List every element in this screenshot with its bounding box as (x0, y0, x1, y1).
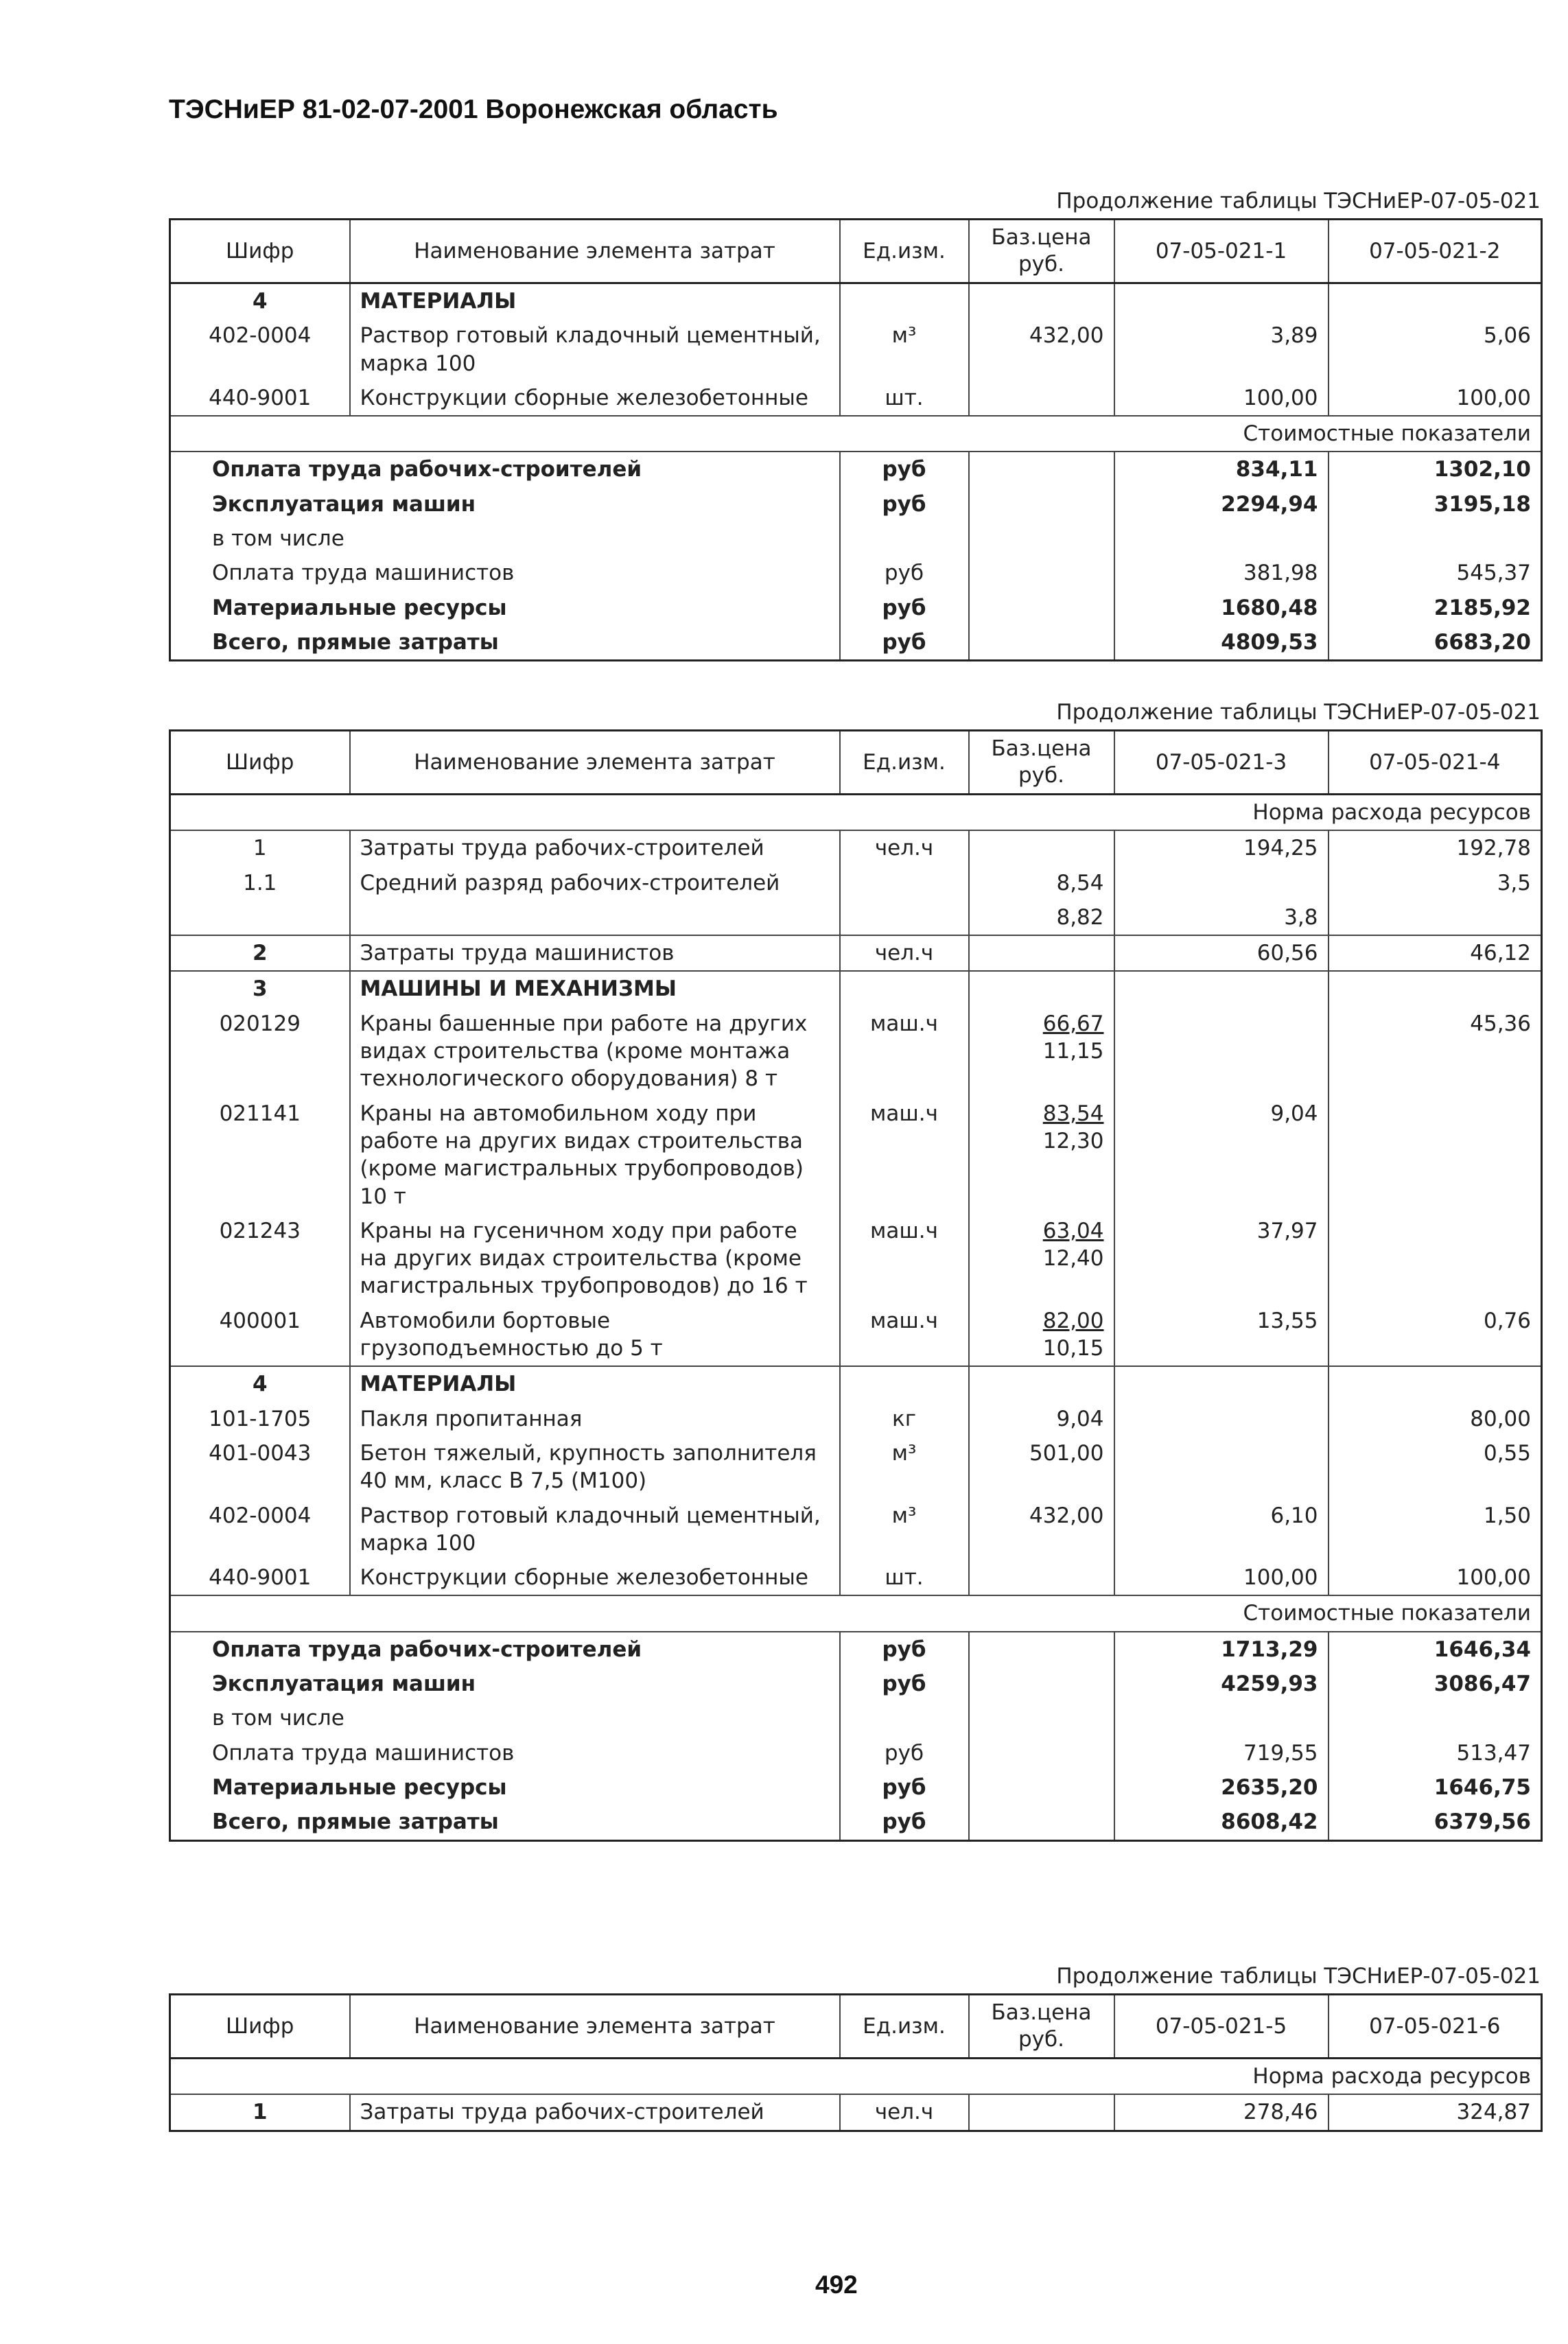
cost-band-label: Стоимостные показатели (170, 416, 1542, 452)
summary-value-b: 1302,10 (1329, 452, 1542, 487)
row-code: 402-0004 (209, 323, 312, 349)
row-price (969, 1560, 1114, 1595)
row-price-bottom: 12,30 (1042, 1128, 1104, 1153)
row-price: 501,00 (969, 1436, 1114, 1499)
summary-name: Материальные ресурсы (212, 595, 507, 620)
table-row (170, 830, 1542, 865)
summary-row (170, 452, 1542, 487)
summary-unit: руб (840, 487, 969, 521)
summary-row (170, 1667, 1542, 1701)
row-unit: чел.ч (840, 2094, 969, 2131)
row-value-b: 0,55 (1329, 1436, 1542, 1499)
row-price: 8,54 (969, 866, 1114, 900)
summary-value-a: 1713,29 (1114, 1632, 1329, 1667)
norma-band-label: Норма расхода ресурсов (170, 2059, 1542, 2095)
row-unit: м³ (840, 318, 969, 381)
norms-table-1 (169, 218, 1543, 661)
row-name: Затраты труда машинистов (350, 935, 840, 971)
table-row (170, 318, 1542, 381)
section-name: МАШИНЫ И МЕХАНИЗМЫ (350, 971, 840, 1006)
row-code: 020129 (219, 1011, 301, 1036)
summary-unit: руб (840, 1667, 969, 1701)
row-unit: кг (840, 1402, 969, 1436)
summary-unit: руб (840, 625, 969, 661)
summary-unit: руб (840, 1632, 969, 1667)
summary-row (170, 1805, 1542, 1840)
row-value-a: 3,8 (1114, 900, 1329, 935)
header-name: Наименование элемента затрат (350, 1995, 840, 2059)
header-col-a: 07-05-021-5 (1114, 1995, 1329, 2059)
row-name: Автомобили бортовые грузоподъемностью до 5 т (350, 1304, 840, 1367)
summary-value-b: 545,37 (1329, 556, 1542, 590)
header-base-price: Баз.цена руб. (969, 731, 1114, 795)
row-price-bottom: 10,15 (1042, 1336, 1104, 1361)
header-name: Наименование элемента затрат (350, 220, 840, 283)
row-value-b: 1,50 (1329, 1499, 1542, 1561)
summary-value-a: 4809,53 (1114, 625, 1329, 661)
summary-value-b: 513,47 (1329, 1736, 1542, 1770)
row-value-b (1329, 1214, 1542, 1304)
row-name: Конструкции сборные железобетонные (350, 1560, 840, 1595)
summary-value-b: 3195,18 (1329, 487, 1542, 521)
header-col-a: 07-05-021-1 (1114, 220, 1329, 283)
summary-value-b: 6379,56 (1329, 1805, 1542, 1840)
header-name: Наименование элемента затрат (350, 731, 840, 795)
header-col-b: 07-05-021-2 (1329, 220, 1542, 283)
summary-value-a: 719,55 (1114, 1736, 1329, 1770)
header-col-a: 07-05-021-3 (1114, 731, 1329, 795)
row-value-a: 3,89 (1114, 318, 1329, 381)
header-unit: Ед.изм. (840, 220, 969, 283)
row-value-b: 324,87 (1329, 2094, 1542, 2131)
row-value-b: 100,00 (1329, 1560, 1542, 1595)
summary-row (170, 1770, 1542, 1805)
section-code: 3 (252, 976, 268, 1002)
summary-row (170, 521, 1542, 556)
row-unit: м³ (840, 1499, 969, 1561)
row-value-b: 100,00 (1329, 381, 1542, 416)
row-value-a: 37,97 (1114, 1214, 1329, 1304)
summary-row (170, 1701, 1542, 1735)
summary-unit: руб (840, 452, 969, 487)
row-name: Раствор готовый кладочный цементный, марка 100 (350, 318, 840, 381)
section-name: МАТЕРИАЛЫ (350, 283, 840, 319)
row-code: 440-9001 (209, 1565, 312, 1591)
row-price: 432,00 (969, 1499, 1114, 1561)
row-name: Затраты труда рабочих-строителей (350, 2094, 840, 2131)
page-number: 492 (815, 2271, 858, 2299)
row-code: 2 (170, 935, 350, 971)
header-base-price: Баз.цена руб. (969, 220, 1114, 283)
row-value-a (1114, 1402, 1329, 1436)
row-value-b (1329, 1097, 1542, 1214)
continuation-caption: Продолжение таблицы ТЭСНиЕР-07-05-021 (1056, 1964, 1541, 1989)
row-price-top: 83,54 (1042, 1101, 1104, 1126)
summary-name: в том числе (212, 526, 344, 552)
row-value-b: 80,00 (1329, 1402, 1542, 1436)
row-price-top: 82,00 (1042, 1308, 1104, 1333)
row-code: 101-1705 (209, 1406, 312, 1431)
table-row (170, 1436, 1542, 1499)
norms-table-3 (169, 1993, 1543, 2132)
row-price: 432,00 (969, 318, 1114, 381)
row-unit: маш.ч (840, 1097, 969, 1214)
row-unit: шт. (840, 1560, 969, 1595)
row-code: 1 (252, 2100, 268, 2125)
row-value-a (1114, 1007, 1329, 1097)
row-unit: маш.ч (840, 1304, 969, 1367)
cost-band-label: Стоимостные показатели (170, 1595, 1542, 1631)
row-unit: чел.ч (840, 830, 969, 865)
header-code: Шифр (170, 1995, 350, 2059)
row-name: Затраты труда рабочих-строителей (350, 830, 840, 865)
section-code: 4 (252, 1372, 268, 1397)
summary-name: Оплата труда рабочих-строителей (212, 457, 642, 482)
summary-name: Оплата труда машинистов (212, 1740, 515, 1766)
table-row (170, 1560, 1542, 1595)
summary-row (170, 556, 1542, 590)
summary-name: в том числе (212, 1706, 344, 1731)
table-row (170, 381, 1542, 416)
summary-value-b: 3086,47 (1329, 1667, 1542, 1701)
header-col-b: 07-05-021-4 (1329, 731, 1542, 795)
table-row (170, 1304, 1542, 1367)
header-unit: Ед.изм. (840, 731, 969, 795)
row-unit: чел.ч (840, 935, 969, 971)
row-price-top: 63,04 (1042, 1218, 1104, 1243)
summary-value-a: 2294,94 (1114, 487, 1329, 521)
header-unit: Ед.изм. (840, 1995, 969, 2059)
table-row (170, 866, 1542, 900)
row-code: 021141 (219, 1101, 301, 1126)
summary-name: Оплата труда машинистов (212, 561, 515, 586)
document-title: ТЭСНиЕР 81-02-07-2001 Воронежская область (169, 95, 778, 124)
header-col-b: 07-05-021-6 (1329, 1995, 1542, 2059)
row-value-a: 13,55 (1114, 1304, 1329, 1367)
row-value-b: 46,12 (1329, 935, 1542, 971)
row-price-top: 66,67 (1042, 1011, 1104, 1036)
summary-name: Всего, прямые затраты (212, 1809, 499, 1835)
summary-row (170, 1736, 1542, 1770)
summary-unit: руб (840, 591, 969, 625)
summary-unit: руб (840, 1736, 969, 1770)
section-name: МАТЕРИАЛЫ (350, 1366, 840, 1401)
summary-name: Материальные ресурсы (212, 1774, 507, 1800)
row-code: 1 (253, 836, 267, 861)
summary-name: Оплата труда рабочих-строителей (212, 1637, 642, 1662)
row-price: 8,82 (969, 900, 1114, 935)
row-name: Пакля пропитанная (350, 1402, 840, 1436)
summary-row (170, 625, 1542, 661)
table-row (170, 1402, 1542, 1436)
row-value-b: 0,76 (1329, 1304, 1542, 1367)
summary-name: Всего, прямые затраты (212, 629, 499, 655)
row-value-a: 100,00 (1114, 381, 1329, 416)
row-value-a: 60,56 (1114, 935, 1329, 971)
row-value-a: 100,00 (1114, 1560, 1329, 1595)
summary-value-b: 1646,75 (1329, 1770, 1542, 1805)
row-name: Бетон тяжелый, крупность заполнителя 40 мм, класс В 7,5 (М100) (350, 1436, 840, 1499)
summary-value-b: 2185,92 (1329, 591, 1542, 625)
row-name: Средний разряд рабочих-строителей (350, 866, 840, 900)
header-code: Шифр (170, 731, 350, 795)
table-row (170, 1214, 1542, 1304)
continuation-caption: Продолжение таблицы ТЭСНиЕР-07-05-021 (1056, 189, 1541, 213)
summary-name: Эксплуатация машин (212, 1672, 476, 1697)
summary-value-a: 4259,93 (1114, 1667, 1329, 1701)
row-code: 1.1 (243, 870, 277, 895)
row-unit: шт. (840, 381, 969, 416)
table-row (170, 2094, 1542, 2131)
summary-row (170, 1632, 1542, 1667)
row-value-b: 3,5 (1329, 866, 1542, 900)
summary-value-a: 2635,20 (1114, 1770, 1329, 1805)
row-code: 021243 (219, 1218, 301, 1243)
summary-unit: руб (840, 556, 969, 590)
row-name: Раствор готовый кладочный цементный, марка 100 (350, 1499, 840, 1561)
table-row (170, 1499, 1542, 1561)
row-name: Краны башенные при работе на других видах строительства (кроме монтажа технологического оборудования) 8 т (350, 1007, 840, 1097)
row-code: 401-0043 (209, 1440, 312, 1466)
row-price (969, 381, 1114, 416)
row-value-b: 45,36 (1329, 1007, 1542, 1097)
row-name: Краны на автомобильном ходу при работе на других видах строительства (кроме магистральных трубопроводов) 10 т (350, 1097, 840, 1214)
table-row (170, 935, 1542, 971)
row-value-a: 278,46 (1114, 2094, 1329, 2131)
summary-value-b: 6683,20 (1329, 625, 1542, 661)
header-code: Шифр (170, 220, 350, 283)
table-row (170, 1007, 1542, 1097)
summary-unit: руб (840, 1770, 969, 1805)
row-name: Конструкции сборные железобетонные (350, 381, 840, 416)
row-code: 440-9001 (209, 385, 312, 410)
summary-value-a: 834,11 (1114, 452, 1329, 487)
row-price-bottom: 12,40 (1042, 1246, 1104, 1271)
row-code: 402-0004 (209, 1503, 312, 1528)
table-row (170, 1097, 1542, 1214)
row-value-a: 194,25 (1114, 830, 1329, 865)
summary-name: Эксплуатация машин (212, 491, 476, 517)
section-code: 4 (252, 289, 268, 314)
row-price: 9,04 (969, 1402, 1114, 1436)
row-name: Краны на гусеничном ходу при работе на других видах строительства (кроме магистральных трубопроводов) до 16 т (350, 1214, 840, 1304)
summary-value-a: 1680,48 (1114, 591, 1329, 625)
table-row (170, 900, 1542, 935)
summary-row (170, 487, 1542, 521)
summary-value-b: 1646,34 (1329, 1632, 1542, 1667)
row-unit: маш.ч (840, 1214, 969, 1304)
summary-row (170, 591, 1542, 625)
continuation-caption: Продолжение таблицы ТЭСНиЕР-07-05-021 (1056, 700, 1541, 725)
row-value-a: 9,04 (1114, 1097, 1329, 1214)
norms-table-2 (169, 729, 1543, 1842)
row-value-b: 5,06 (1329, 318, 1542, 381)
row-price-bottom: 11,15 (1042, 1039, 1104, 1064)
row-unit: м³ (840, 1436, 969, 1499)
summary-unit: руб (840, 1805, 969, 1840)
header-base-price: Баз.цена руб. (969, 1995, 1114, 2059)
row-code: 400001 (170, 1304, 350, 1367)
row-value-b: 192,78 (1329, 830, 1542, 865)
row-value-a (1114, 1436, 1329, 1499)
summary-value-a: 8608,42 (1114, 1805, 1329, 1840)
summary-value-a: 381,98 (1114, 556, 1329, 590)
row-unit: маш.ч (840, 1007, 969, 1097)
row-value-a: 6,10 (1114, 1499, 1329, 1561)
norma-band-label: Норма расхода ресурсов (170, 795, 1542, 831)
